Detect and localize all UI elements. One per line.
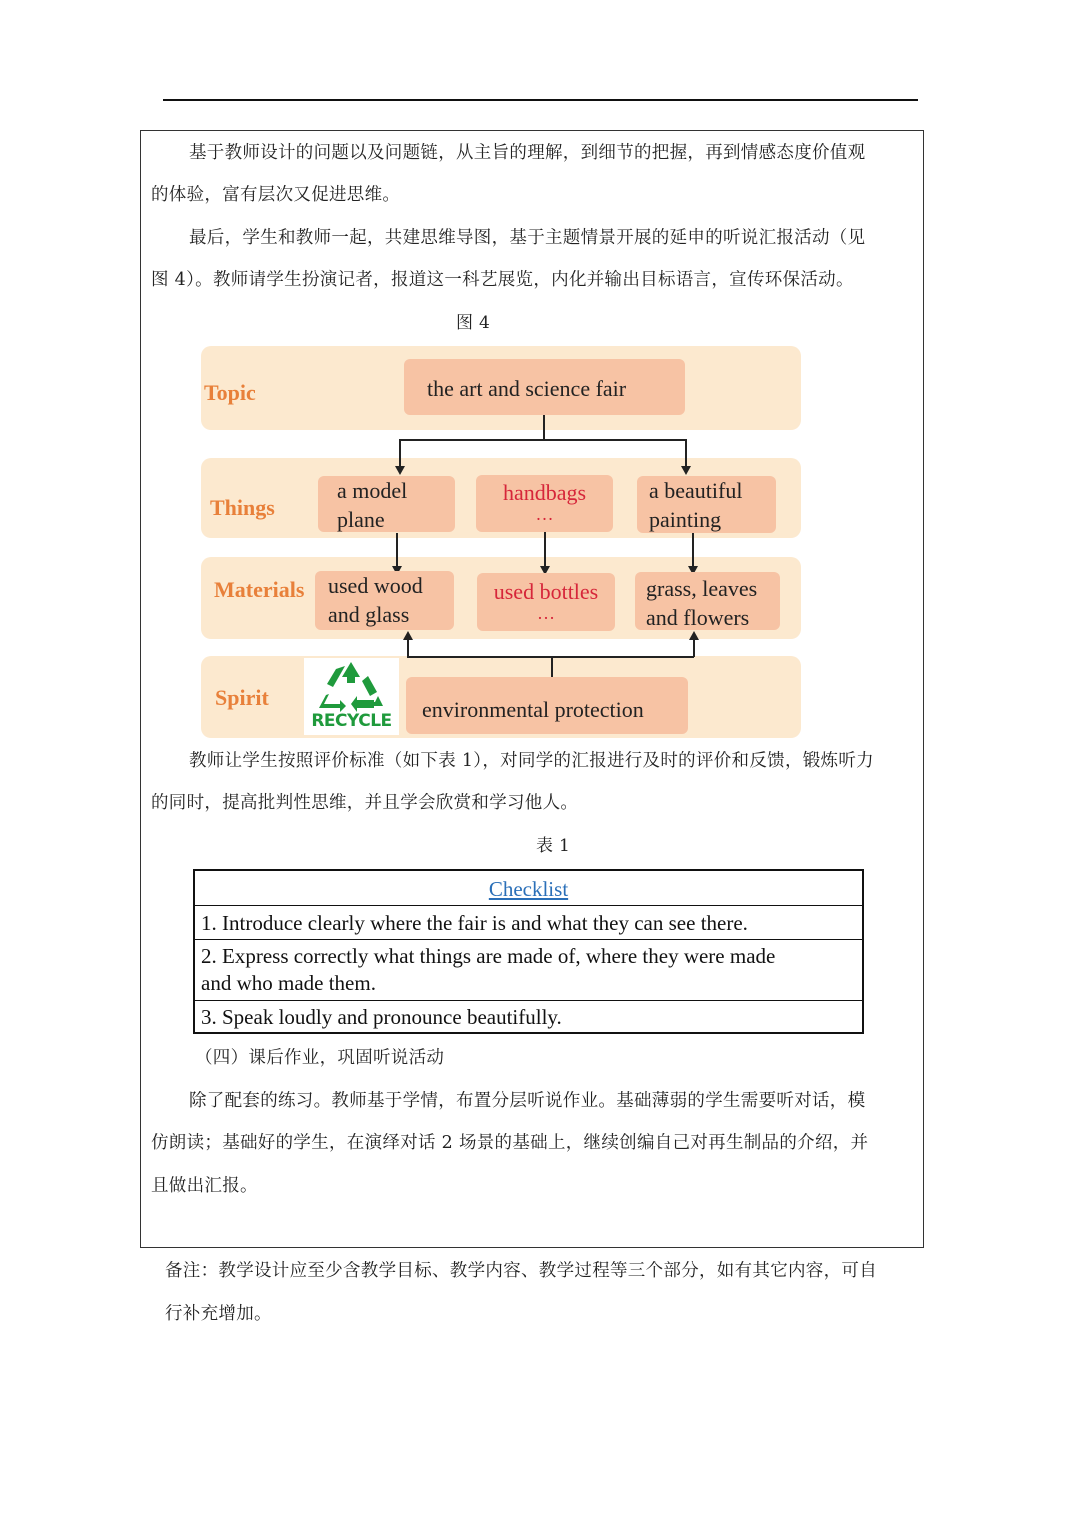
- connector-line: [407, 656, 694, 658]
- connector-line: [399, 439, 686, 441]
- checklist-row-3: [195, 1000, 862, 1032]
- checklist-item-2-line-2: and who made them.: [201, 971, 376, 995]
- things-box-model-plane: [318, 476, 455, 532]
- materials-box-bottles: [477, 573, 615, 631]
- recycle-text: RECYCLE: [311, 711, 392, 731]
- topic-box: [404, 359, 685, 415]
- label-materials: Materials: [214, 577, 305, 602]
- handbags-text: handbags: [502, 480, 587, 505]
- bottles-text: used bottles: [493, 579, 599, 604]
- connector-line: [396, 533, 398, 567]
- wood-line-1: used wood: [328, 573, 423, 598]
- model-plane-line-2: plane: [337, 507, 385, 532]
- label-things: Things: [210, 495, 275, 520]
- table-caption: 表 1: [536, 836, 571, 856]
- checklist-header[interactable]: Checklist: [488, 877, 569, 901]
- footnote-line-2: 行补充增加。: [165, 1304, 272, 1324]
- recycle-logo: [304, 658, 399, 735]
- connector-line: [692, 533, 694, 567]
- paragraph-2-line-2: 图 4）。教师请学生扮演记者，报道这一科艺展览，内化并输出目标语言，宣传环保活动。: [151, 270, 854, 290]
- connector-line: [551, 657, 553, 677]
- paragraph-4-line-2: 仿朗读；基础好的学生，在演绎对话 2 场景的基础上，继续创编自己对再生制品的介绍，并: [151, 1133, 869, 1153]
- painting-line-1: a beautiful: [649, 478, 743, 503]
- arrow-down-icon: [681, 466, 691, 475]
- grass-line-1: grass, leaves: [646, 576, 758, 601]
- materials-box-grass: [635, 572, 780, 630]
- checklist-item-1: 1. Introduce clearly where the fair is and what they can see there.: [201, 911, 748, 935]
- figure-caption: 图 4: [456, 313, 491, 333]
- paragraph-3-line-2: 的同时，提高批判性思维，并且学会欣赏和学习他人。: [151, 793, 579, 813]
- section-heading: （四）课后作业，巩固听说活动: [195, 1048, 445, 1068]
- grass-line-2: and flowers: [646, 605, 750, 630]
- checklist-item-3: 3. Speak loudly and pronounce beautifully.: [201, 1005, 562, 1029]
- checklist-table: [193, 869, 864, 1034]
- connector-line: [399, 439, 401, 467]
- paragraph-1-line-1: 基于教师设计的问题以及问题链，从主旨的理解，到细节的把握，再到情感态度价值观: [189, 143, 866, 163]
- handbags-ellipsis: …: [535, 504, 554, 524]
- paragraph-2-line-1: 最后，学生和教师一起，共建思维导图，基于主题情景开展的延申的听说汇报活动（见: [189, 228, 866, 248]
- arrow-down-icon: [395, 466, 405, 475]
- painting-line-2: painting: [649, 507, 722, 532]
- connector-line: [693, 640, 695, 657]
- checklist-row-1: [195, 905, 862, 939]
- paragraph-1-line-2: 的体验，富有层次又促进思维。: [151, 185, 401, 205]
- bottles-ellipsis: …: [537, 603, 555, 623]
- paragraph-3-line-1: 教师让学生按照评价标准（如下表 1），对同学的汇报进行及时的评价和反馈，锻炼听力: [189, 751, 874, 771]
- topic-text: the art and science fair: [427, 376, 627, 401]
- things-box-handbags: [476, 475, 613, 532]
- paragraph-4-line-1: 除了配套的练习。教师基于学情，布置分层听说作业。基础薄弱的学生需要听对话，模: [189, 1091, 866, 1111]
- materials-box-wood: [315, 571, 454, 630]
- recycle-icon: [304, 658, 399, 712]
- checklist-row-2: [195, 939, 862, 1000]
- spirit-box: [406, 677, 688, 734]
- header-rule: [163, 99, 918, 101]
- wood-line-2: and glass: [328, 602, 410, 627]
- connector-line: [407, 640, 409, 657]
- model-plane-line-1: a model: [337, 478, 408, 503]
- footnote-line-1: 备注：教学设计应至少含教学目标、教学内容、教学过程等三个部分，如有其它内容，可自: [165, 1261, 877, 1281]
- connector-line: [544, 532, 546, 567]
- paragraph-4-line-3: 且做出汇报。: [151, 1176, 258, 1196]
- arrow-up-icon: [403, 631, 413, 640]
- connector-line: [543, 415, 545, 439]
- things-box-painting: [637, 476, 776, 533]
- checklist-item-2-line-1: 2. Express correctly what things are made of, where they were made: [201, 944, 776, 968]
- connector-line: [685, 439, 687, 467]
- arrow-up-icon: [689, 631, 699, 640]
- label-topic: Topic: [204, 380, 256, 405]
- spirit-text: environmental protection: [422, 697, 644, 722]
- mind-map: [193, 344, 803, 739]
- label-spirit: Spirit: [215, 685, 269, 710]
